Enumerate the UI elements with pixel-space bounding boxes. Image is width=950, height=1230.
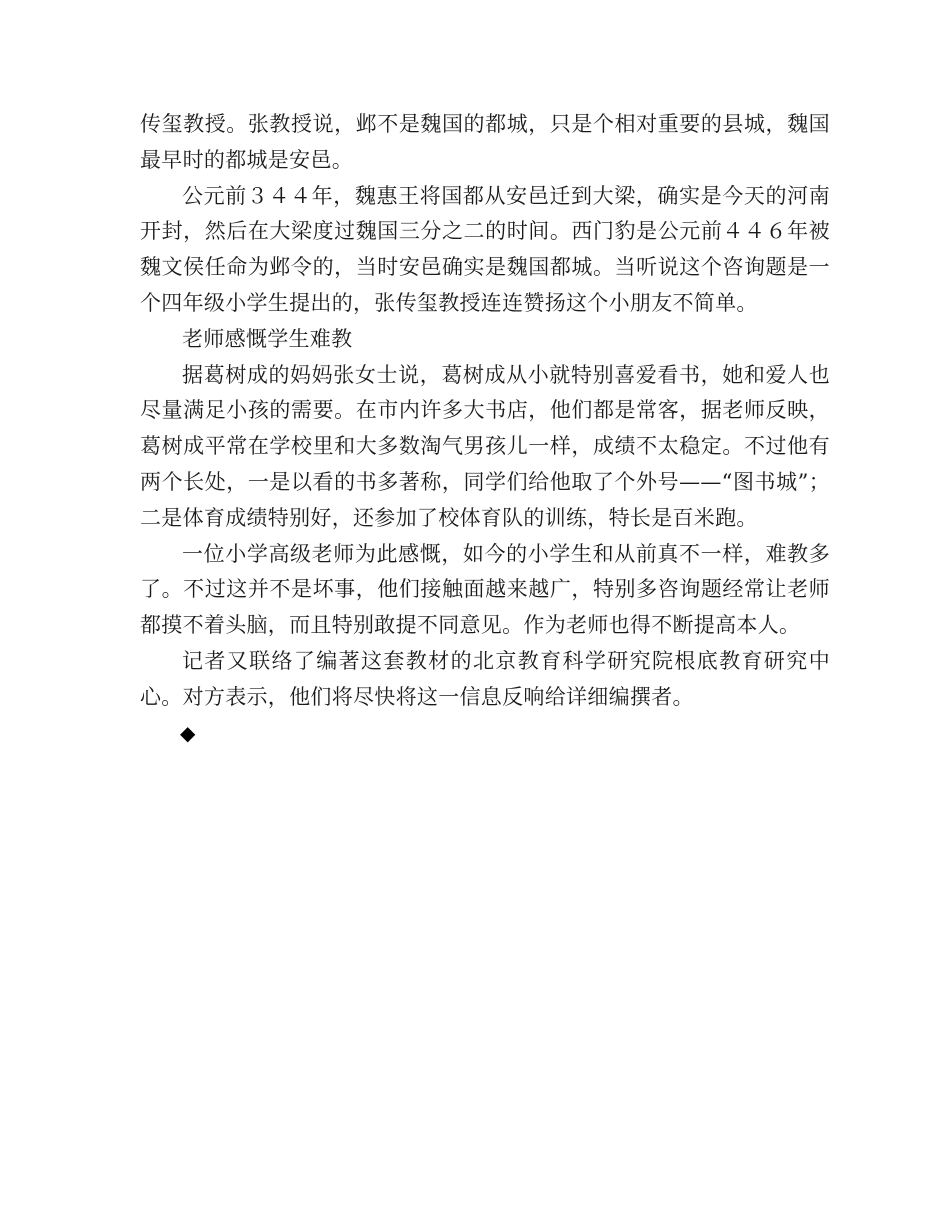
document-body — [140, 107, 830, 751]
end-diamond-icon: ◆ — [180, 720, 196, 745]
paragraph-history: 公元前３４４年，魏惠王将国都从安邑迁到大梁，确实是今天的河南开封，然后在大梁度过魏国三分之二的时间。西门豹是公元前４４６年被魏文侯任命为邺令的，当时安邑确实是魏国都城。当听说这个咨询题是一个四年级小学生提出的，张传玺教授连连赞扬这个小朋友不简单。 — [140, 183, 830, 315]
section-heading: 老师感慨学生难教 — [182, 326, 353, 351]
paragraph-reporter-followup: 记者又联络了编著这套教材的北京教育科学研究院根底教育研究中心。对方表示，他们将尽快将这一信息反响给详细编撰者。 — [140, 648, 830, 709]
paragraph-continuation: 传玺教授。张教授说，邺不是魏国的都城，只是个相对重要的县城，魏国最早时的都城是安邑。 — [140, 112, 830, 172]
paragraph-teacher-comment: 一位小学高级老师为此感慨，如今的小学生和从前真不一样，难教多了。不过这并不是坏事，他们接触面越来越广，特别多咨询题经常让老师都摸不着头脑，而且特别敢提不同意见。作为老师也得不断提高本人。 — [140, 541, 830, 638]
paragraph-mother-account: 据葛树成的妈妈张女士说，葛树成从小就特别喜爱看书，她和爱人也尽量满足小孩的需要。在市内许多大书店，他们都是常客，据老师反映，葛树成平常在学校里和大多数淘气男孩儿一样，成绩不太稳定。不过他有两个长处，一是以看的书多著称，同学们给他取了个外号——“图书城”；二是体育成绩特别好，还参加了校体育队的训练，特长是百米跑。 — [140, 362, 830, 530]
